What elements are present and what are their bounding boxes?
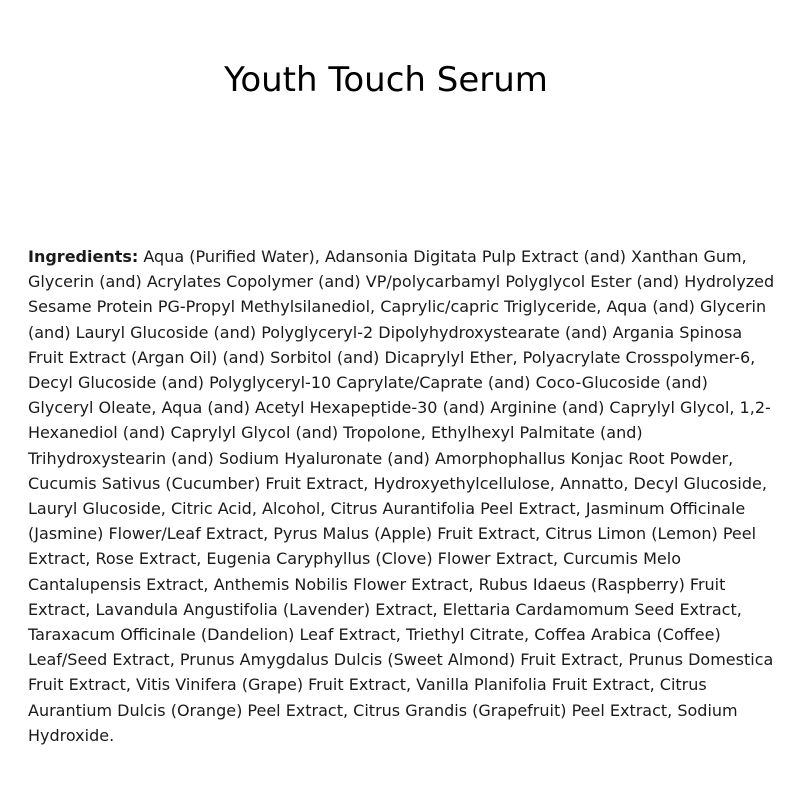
- product-title: Youth Touch Serum: [224, 60, 548, 100]
- ingredients-paragraph: [28, 244, 778, 748]
- ingredients-label: Ingredients:: [28, 247, 139, 266]
- ingredients-list: Aqua (Purified Water), Adansonia Digitata Pulp Extract (and) Xanthan Gum, Glycerin (and) Acrylates Copolymer (and) VP/polycarbamyl Polyglycol Ester (and) Hydrolyzed Sesame Protein PG-Propyl Methylsilanediol, Caprylic/capric Triglyceride, Aqua (and) Glycerin (and) Lauryl Glucoside (and) Polyglyceryl-2 Dipolyhydroxystearate (and) Argania Spinosa Fruit Extract (Argan Oil) (and) Sorbitol (and) Dicaprylyl Ether, Polyacrylate Crosspolymer-6, Decyl Glucoside (and) Polyglyceryl-10 Caprylate/Caprate (and) Coco-Glucoside (and) Glyceryl Oleate, Aqua (and) Acetyl Hexapeptide-30 (and) Arginine (and) Caprylyl Glycol, 1,2-Hexanediol (and) Caprylyl Glycol (and) Tropolone, Ethylhexyl Palmitate (and) Trihydroxystearin (and) Sodium Hyaluronate (and) Amorphophallus Konjac Root Powder, Cucumis Sativus (Cucumber) Fruit Extract, Hydroxyethylcellulose, Annatto, Decyl Glucoside, Lauryl Glucoside, Citric Acid, Alcohol, Citrus Aurantifolia Peel Extract, Jasminum Officinale (Jasmine) Flower/Leaf Extract, Pyrus Malus (Apple) Fruit Extract, Citrus Limon (Lemon) Peel Extract, Rose Extract, Eugenia Caryphyllus (Clove) Flower Extract, Curcumis Melo Cantalupensis Extract, Anthemis Nobilis Flower Extract, Rubus Idaeus (Raspberry) Fruit Extract, Lavandula Angustifolia (Lavender) Extract, Elettaria Cardamomum Seed Extract, Taraxacum Officinale (Dandelion) Leaf Extract, Triethyl Citrate, Coffea Arabica (Coffee) Leaf/Seed Extract, Prunus Amygdalus Dulcis (Sweet Almond) Fruit Extract, Prunus Domestica Fruit Extract, Vitis Vinifera (Grape) Fruit Extract, Vanilla Planifolia Fruit Extract, Citrus Aurantium Dulcis (Orange) Peel Extract, Citrus Grandis (Grapefruit) Peel Extract, Sodium Hydroxide.: [28, 247, 775, 745]
